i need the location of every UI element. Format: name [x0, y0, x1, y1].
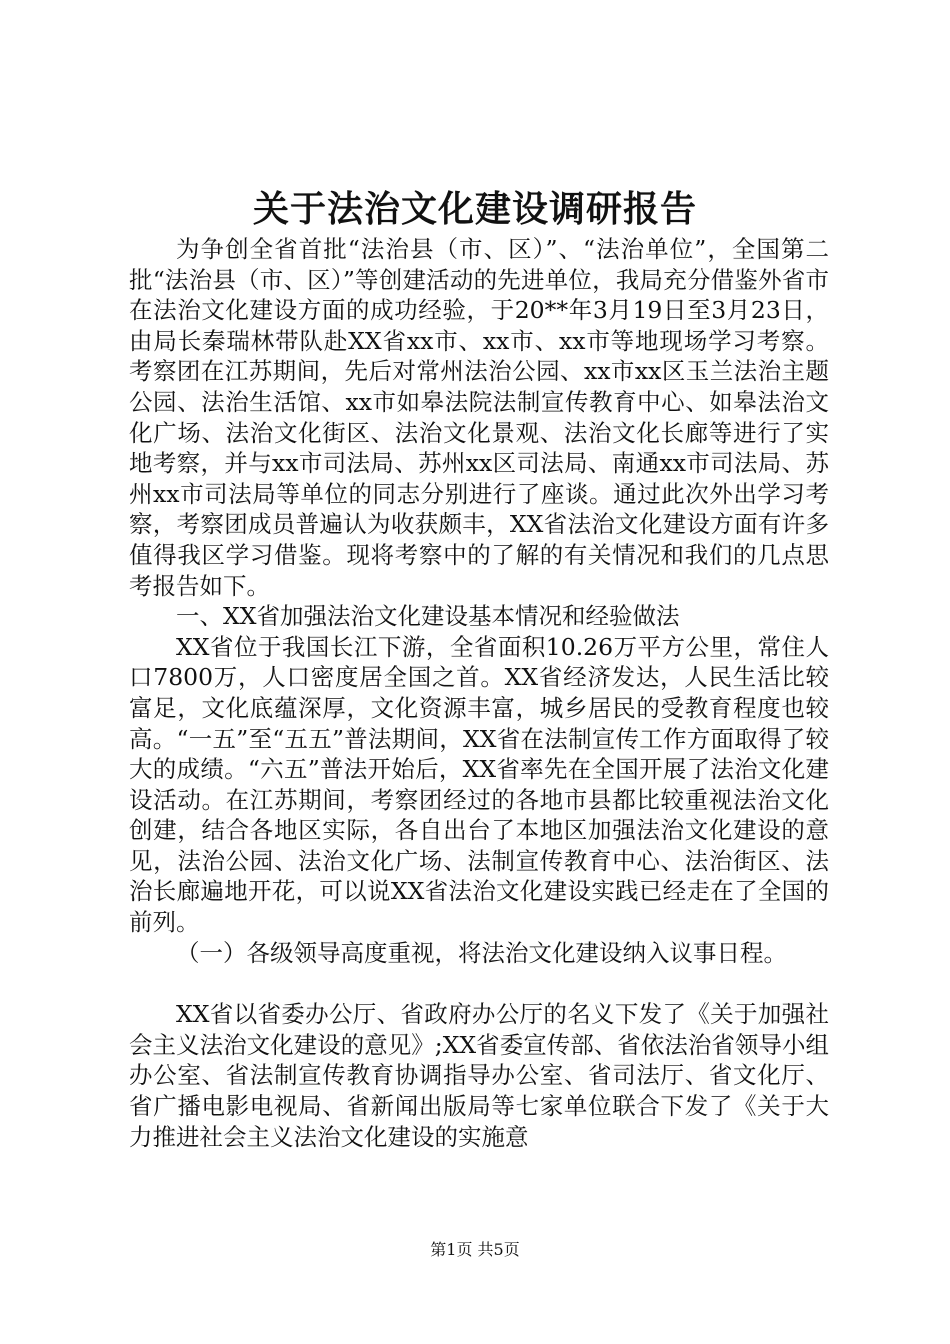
- page-number: 第1页 共5页: [430, 1240, 520, 1259]
- paragraph-intro: 为争创全省首批“法治县（市、区）”、“法治单位”，全国第二批“法治县（市、区）”等创建活动的先进单位，我局充分借鉴外省市在法治文化建设方面的成功经验，于20**年3月19日至3月23日，由局长秦瑞林带队赴XX省xx市、xx市、xx市等地现场学习考察。考察团在江苏期间，先后对常州法治公园、xx市xx区玉兰法治主题公园、法治生活馆、xx市如皋法院法制宣传教育中心、如皋法治文化广场、法治文化街区、法治文化景观、法治文化长廊等进行了实地考察，并与xx市司法局、苏州xx区司法局、南通xx市司法局、苏州xx市司法局等单位的同志分别进行了座谈。通过此次外出学习考察，考察团成员普遍认为收获颇丰，XX省法治文化建设方面有许多值得我区学习借鉴。现将考察中的了解的有关情况和我们的几点思考报告如下。: [129, 235, 829, 600]
- document-title: 关于法治文化建设调研报告: [252, 188, 697, 230]
- paragraph-provincial-documents: XX省以省委办公厅、省政府办公厅的名义下发了《关于加强社会主义法治文化建设的意见》;XX省委宣传部、省依法治省领导小组办公室、省法制宣传教育协调指导办公室、省司法厅、省文化厅、省广播电影电视局、省新闻出版局等七家单位联合下发了《关于大力推进社会主义法治文化建设的实施意: [129, 1000, 829, 1151]
- paragraph-spacer: [129, 968, 829, 999]
- subsection-heading-1: （一）各级领导高度重视，将法治文化建设纳入议事日程。: [176, 938, 787, 967]
- paragraph-basic-situation: XX省位于我国长江下游，全省面积10.26万平方公里，常住人口7800万，人口密度居全国之首。XX省经济发达，人民生活比较富足，文化底蕴深厚，文化资源丰富，城乡居民的受教育程度也较高。“一五”至“五五”普法期间，XX省在法制宣传工作方面取得了较大的成绩。“六五”普法开始后，XX省率先在全国开展了法治文化建设活动。在江苏期间，考察团经过的各地市县都比较重视法治文化创建，结合各地区实际，各自出台了本地区加强法治文化建设的意见，法治公园、法治文化广场、法制宣传教育中心、法治街区、法治长廊遍地开花，可以说XX省法治文化建设实践已经走在了全国的前列。: [129, 632, 829, 937]
- section-heading-1: 一、XX省加强法治文化建设基本情况和经验做法: [176, 602, 680, 631]
- document-body: [129, 234, 829, 1152]
